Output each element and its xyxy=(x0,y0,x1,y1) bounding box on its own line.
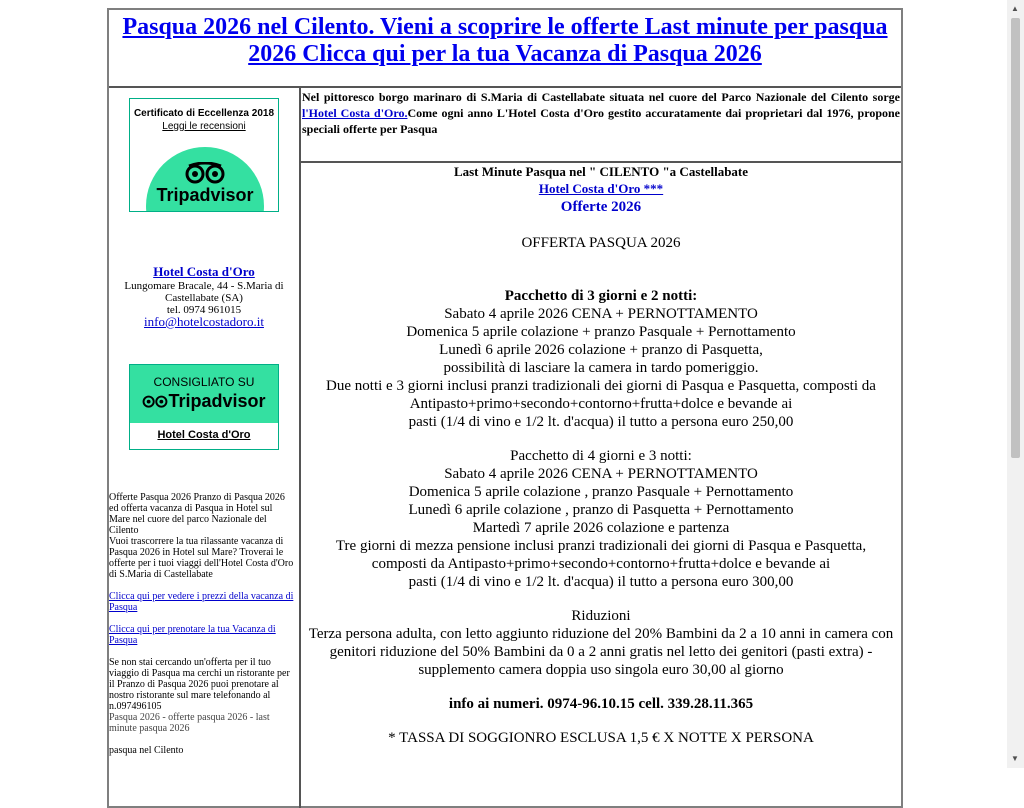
package-2-line: pasti (1/4 di vino e 1/2 lt. d'acqua) il tutto a persona euro 300,00 xyxy=(408,574,794,590)
scroll-up-icon[interactable]: ▲ xyxy=(1011,4,1019,13)
intro-text-before: Nel pittoresco borgo marinaro di S.Maria di Castellabate situata nel cuore del Parco Nazionale del Cilento sorge xyxy=(302,90,900,104)
package-2-line: Sabato 4 aprile 2026 CENA + PERNOTTAMENTO xyxy=(444,466,758,482)
reductions-title: Riduzioni xyxy=(571,608,631,624)
page-frame xyxy=(107,8,903,808)
package-1-line: Antipasto+primo+secondo+contorno+frutta+dolce e bevande ai xyxy=(409,396,793,412)
tripadvisor-owl-icon xyxy=(185,162,225,184)
recommended-label: CONSIGLIATO SU xyxy=(153,375,255,389)
header xyxy=(109,10,901,88)
tripadvisor-logo-circle xyxy=(146,147,264,211)
book-link[interactable]: Clicca qui per prenotare la tua Vacanza di Pasqua xyxy=(109,624,276,646)
package-1-line: pasti (1/4 di vino e 1/2 lt. d'acqua) il tutto a persona euro 250,00 xyxy=(408,414,794,430)
tripadvisor-wordmark xyxy=(130,391,278,412)
offer-title: OFFERTA PASQUA 2026 xyxy=(521,235,681,251)
package-2-line: Domenica 5 aprile colazione , pranzo Pasquale + Pernottamento xyxy=(408,484,794,500)
scrollbar-thumb[interactable] xyxy=(1011,18,1020,458)
tripadvisor-owl-icon xyxy=(142,394,168,408)
read-reviews-link[interactable]: Leggi le recensioni xyxy=(162,121,246,132)
hotel-contact xyxy=(109,266,299,329)
sidebar-tags: Pasqua 2026 - offerte pasqua 2026 - last minute pasqua 2026 xyxy=(109,712,270,734)
info-phone: info ai numeri. 0974-96.10.15 cell. 339.28.11.365 xyxy=(448,696,754,712)
recommended-hotel-link[interactable]: Hotel Costa d'Oro xyxy=(157,429,251,441)
hotel-phone: tel. 0974 961015 xyxy=(166,304,242,316)
prices-link[interactable]: Clicca qui per vedere i prezzi della vacanza di Pasqua xyxy=(109,591,294,613)
scroll-down-icon[interactable]: ▼ xyxy=(1011,754,1019,763)
package-2-line: composti da Antipasto+primo+secondo+contorno+frutta+dolce e bevande ai xyxy=(371,556,831,572)
package-1-line: possibilità di lasciare la camera in tardo pomeriggio. xyxy=(443,360,759,376)
tax-note: * TASSA DI SOGGIONRO ESCLUSA 1,5 € X NOTTE X PERSONA xyxy=(388,730,814,746)
intro-text-after: Come ogni anno L'Hotel Costa d'Oro gestito accuratamente dai proprietari dal 1976, propone speciali offerte per Pasqua xyxy=(302,106,900,136)
hotel-email-link[interactable]: info@hotelcostadoro.it xyxy=(144,314,264,329)
offers-section xyxy=(301,164,901,747)
intro-paragraph xyxy=(301,88,901,163)
recommended-banner xyxy=(130,365,278,423)
main-content xyxy=(301,88,901,747)
recommended-brand: Tripadvisor xyxy=(168,391,266,411)
package-2-title: Pacchetto di 4 giorni e 3 notti: xyxy=(510,448,692,464)
package-1-title: Pacchetto di 3 giorni e 2 notti: xyxy=(504,288,698,304)
offers-hotel-link[interactable]: Hotel Costa d'Oro *** xyxy=(538,181,664,196)
sidebar-text-1: Offerte Pasqua 2026 Pranzo di Pasqua 2026 ed offerta vacanza di Pasqua in Hotel sul Mare nel cuore del parco Nazionale del Cilento xyxy=(109,492,285,536)
package-1-line: Lunedì 6 aprile 2026 colazione + pranzo di Pasquetta, xyxy=(439,342,763,358)
reductions-text: Terza persona adulta, con letto aggiunto riduzione del 20% Bambini da 2 a 10 anni in camera con genitori riduzione del 50% Bambini da 0 a 2 anni gratis nel letto dei genitori (pasti extra) - supplemento camera doppia uso singola euro 30,00 al giorno xyxy=(308,626,894,678)
offers-year-title: Offerte 2026 xyxy=(560,199,642,215)
offers-heading: Last Minute Pasqua nel " CILENTO "a Castellabate xyxy=(453,164,749,179)
package-2-line: Tre giorni di mezza pensione inclusi pranzi tradizionali dei giorni di Pasqua e Pasquetta, xyxy=(335,538,867,554)
package-1-line: Sabato 4 aprile 2026 CENA + PERNOTTAMENTO xyxy=(444,306,758,322)
sidebar-text-4: pasqua nel Cilento xyxy=(109,745,184,756)
hotel-address: Lungomare Bracale, 44 - S.Maria di Castellabate (SA) xyxy=(124,280,284,304)
hotel-name-link[interactable]: Hotel Costa d'Oro xyxy=(153,264,255,279)
tripadvisor-recommended-widget[interactable] xyxy=(129,364,279,450)
sidebar xyxy=(109,88,301,808)
sidebar-text-3: Se non stai cercando un'offerta per il tuo viaggio di Pasqua ma cerchi un ristorante per il Pranzo di Pasqua 2026 puoi prenotare al nostro ristorante sul mare telefonando al n.097496105 xyxy=(109,657,290,712)
tripadvisor-wordmark: Tripadvisor xyxy=(156,185,254,205)
package-1-line: Due notti e 3 giorni inclusi pranzi tradizionali dei giorni di Pasqua e Pasquetta, composti da xyxy=(326,378,876,394)
package-2-line: Lunedì 6 aprile colazione , pranzo di Pasquetta + Pernottamento xyxy=(408,502,794,518)
sidebar-text xyxy=(109,492,295,756)
package-1-line: Domenica 5 aprile colazione + pranzo Pasquale + Pernottamento xyxy=(406,324,796,340)
vertical-scrollbar[interactable] xyxy=(1007,0,1024,768)
tripadvisor-certificate-widget[interactable] xyxy=(129,98,279,212)
intro-hotel-link[interactable]: l'Hotel Costa d'Oro. xyxy=(302,106,408,120)
header-title-link[interactable]: Pasqua 2026 nel Cilento. Vieni a scoprire le offerte Last minute per pasqua 2026 Clicca qui per la tua Vacanza di Pasqua 2026 xyxy=(122,14,888,67)
certificate-title: Certificato di Eccellenza 2018 xyxy=(133,108,275,119)
sidebar-text-2: Vuoi trascorrere la tua rilassante vacanza di Pasqua 2026 in Hotel sul Mare? Troverai le offerte per i tuoi viaggi dell'Hotel Costa d'Oro di S.Maria di Castellabate xyxy=(109,536,294,580)
package-2-line: Martedì 7 aprile 2026 colazione e partenza xyxy=(472,520,730,536)
